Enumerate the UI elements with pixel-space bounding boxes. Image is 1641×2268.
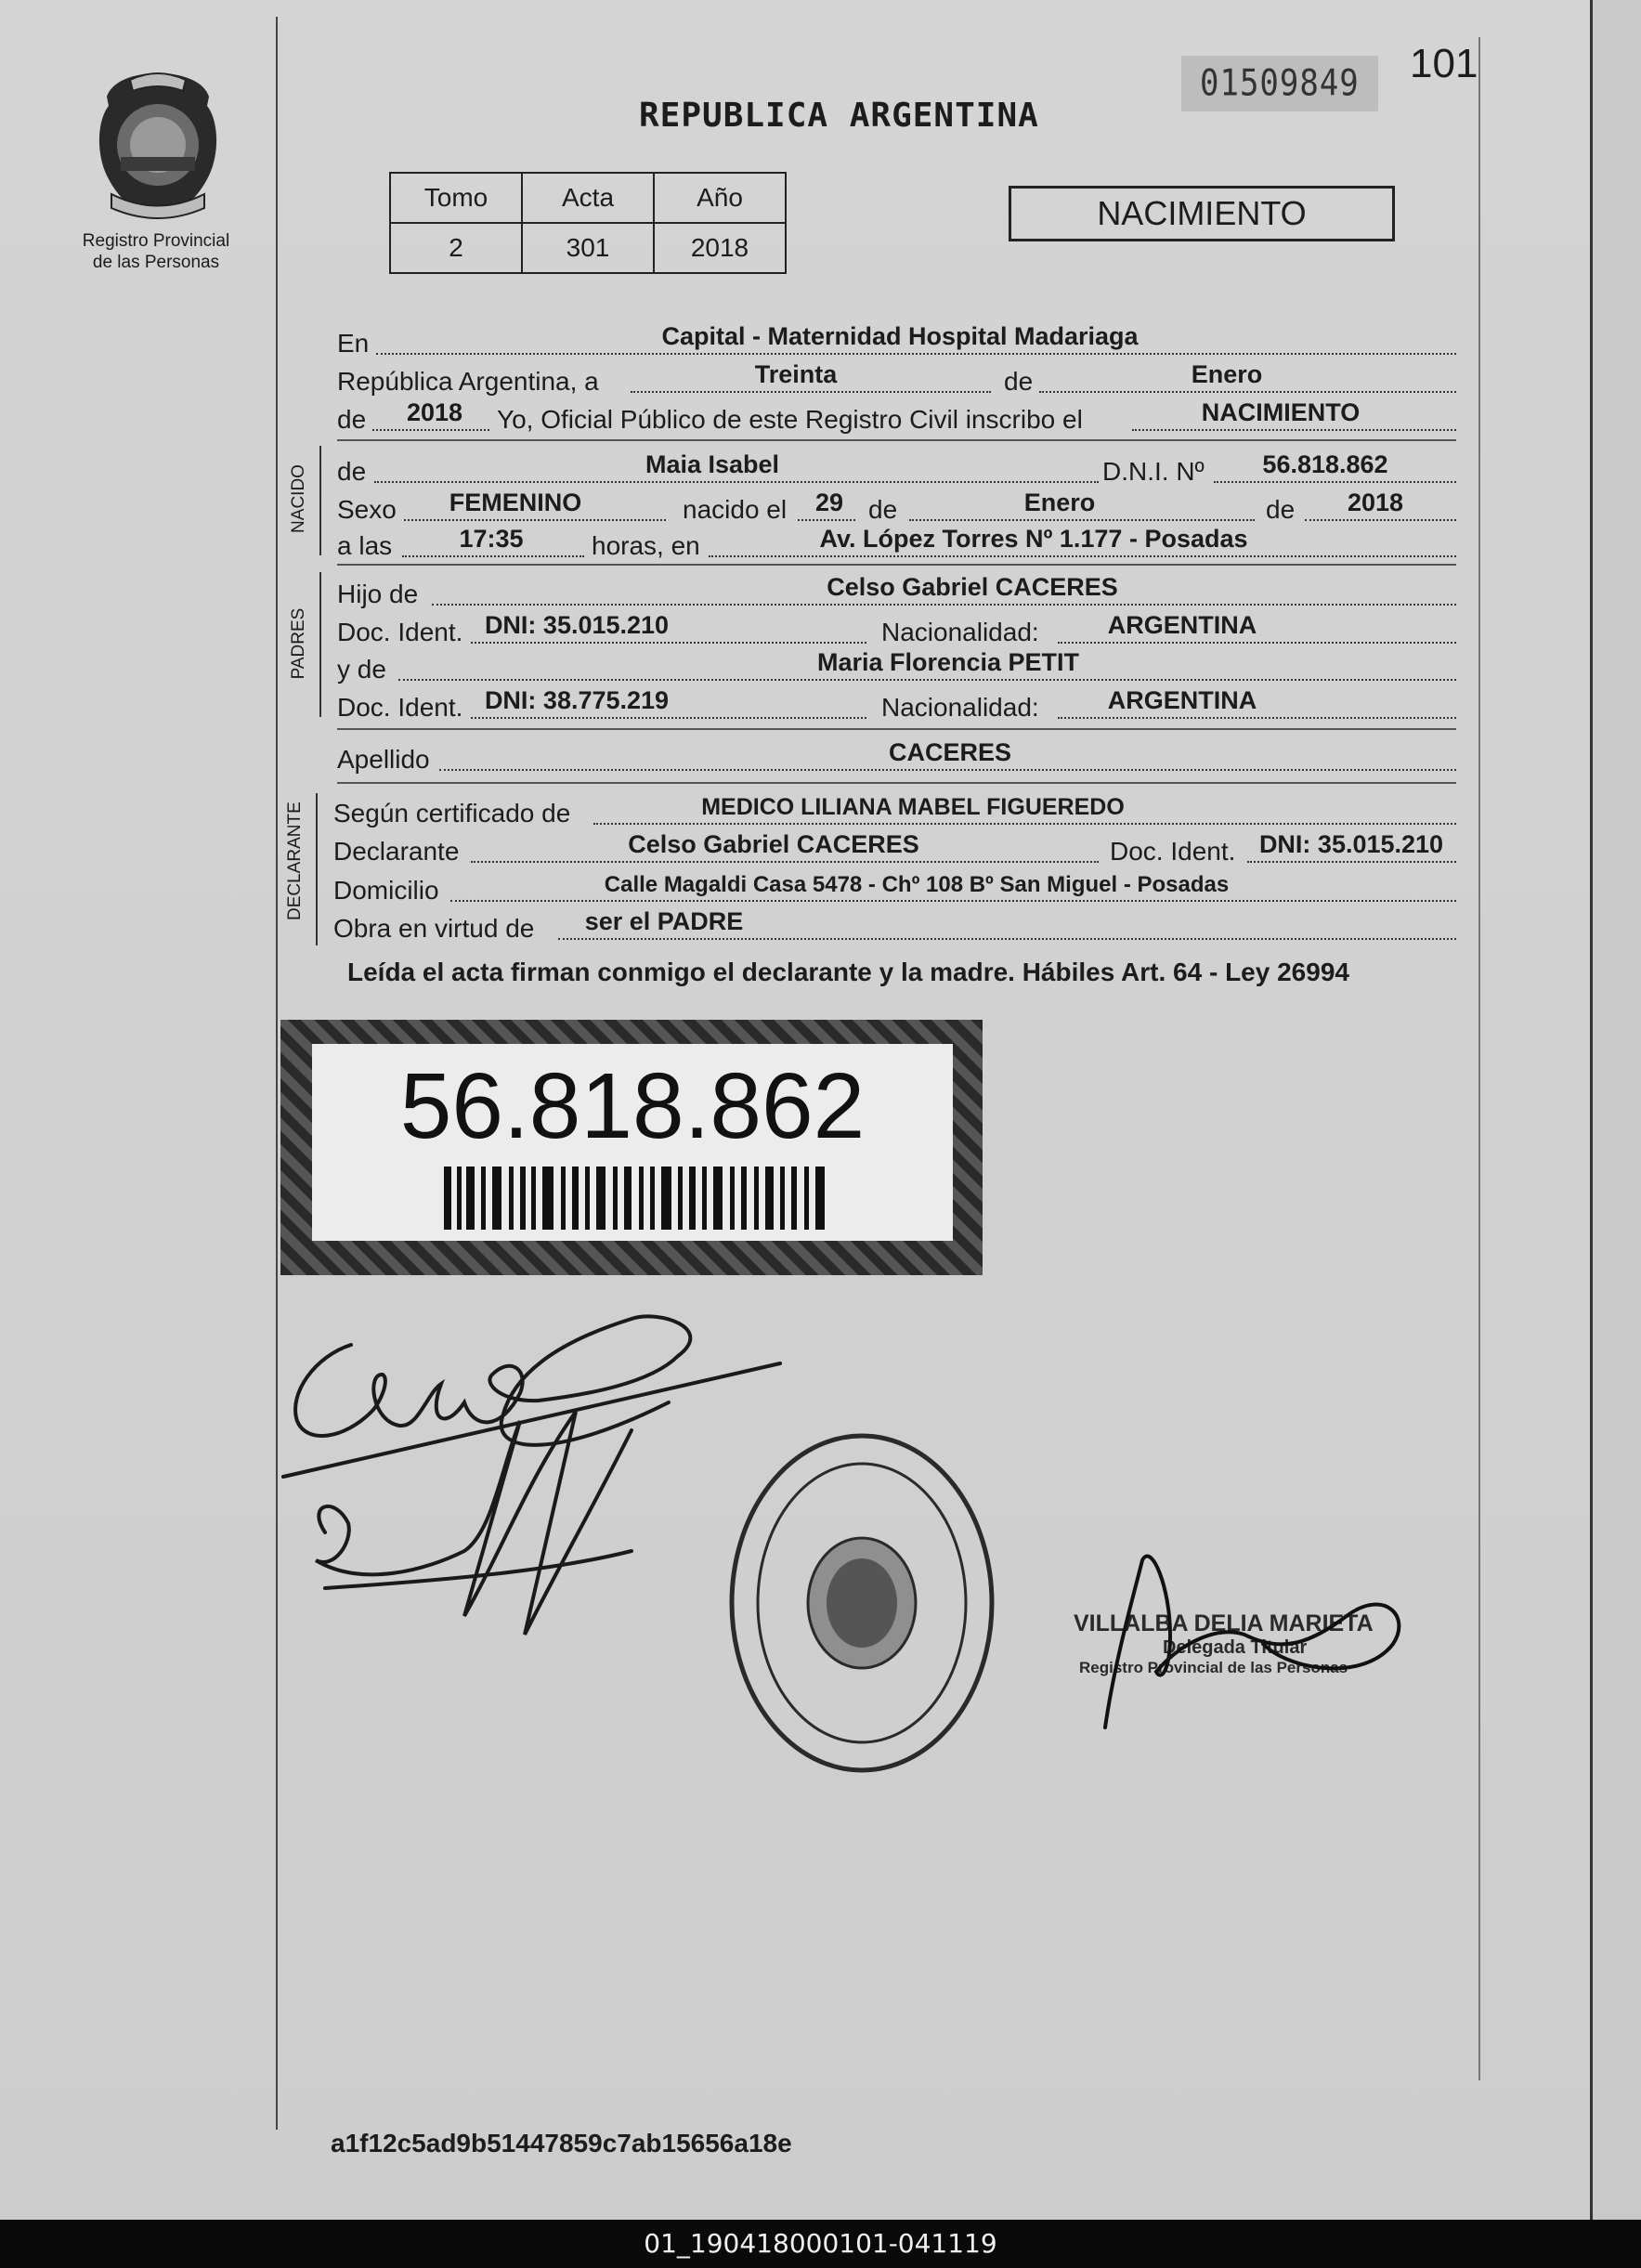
value-madre-doc: DNI: 38.775.219 [484,686,670,714]
officer-title: Delegada Titular [1163,1637,1308,1658]
officer-signature [1068,1532,1421,1746]
dotted-line [909,519,1255,521]
section-bar [319,572,321,717]
section-rule [337,728,1456,730]
dotted-line [471,642,866,644]
record-ref-table [389,172,787,274]
row-certificado [333,793,1456,830]
row-oficial [337,399,1456,437]
label-horas-en: horas, en [592,531,700,560]
label-hijo-de: Hijo de [337,580,419,608]
value-dia: Treinta [754,360,838,388]
page-number: 101 [1410,41,1478,86]
dni-sticker-panel [312,1044,953,1241]
label-domicilio: Domicilio [333,876,439,905]
section-bar [319,446,321,555]
value-declarante-doc: DNI: 35.015.210 [1258,830,1444,858]
label-de2: de [337,405,367,434]
value-padre-nac: ARGENTINA [1107,611,1257,639]
record-ref-header: Año [654,173,786,223]
value-declarante: Celso Gabriel CACERES [628,830,919,858]
record-ref-header: Acta [522,173,654,223]
label-nacionalidad-2: Nacionalidad: [881,693,1039,722]
label-nacido-el: nacido el [683,495,788,524]
dotted-line [1058,642,1456,644]
dotted-line [439,769,1456,771]
file-id-bar: 01_190418000101-041119 [0,2220,1641,2268]
page-edge [1590,0,1641,2220]
registry-label-line1: Registro Provincial [82,231,230,251]
closing-statement: Leída el acta firman conmigo el declarante y la madre. Hábiles Art. 64 - Ley 26994 [347,958,1349,986]
row-hora [337,526,1456,563]
country-title: REPUBLICA ARGENTINA [639,97,1039,135]
label-obra: Obra en virtud de [333,914,535,943]
row-lugar [337,323,1456,360]
label-de-mes: de [868,495,898,524]
province-crest-icon [88,69,228,227]
dotted-line [1058,717,1456,719]
value-padre-doc: DNI: 35.015.210 [484,611,670,639]
row-fecha [337,361,1456,398]
barcode-icon [444,1167,825,1230]
record-ref-value: 2018 [654,223,786,273]
section-rule [337,439,1456,441]
label-de: de [1004,367,1034,396]
declarant-signature [279,1291,799,1662]
label-sexo: Sexo [337,495,397,524]
row-declarante [333,830,1456,868]
row-madre-doc [337,687,1456,724]
label-oficial: Yo, Oficial Público de este Registro Civil inscribo el [497,405,1083,434]
dotted-line [398,679,1456,681]
record-type-box: NACIMIENTO [1009,186,1395,241]
dotted-line [432,604,1456,606]
dotted-line [402,555,584,557]
value-domicilio: Calle Magaldi Casa 5478 - Chº 108 Bº San Miguel - Posadas [604,872,1230,897]
document-hash: a1f12c5ad9b51447859c7ab15656a18e [331,2129,792,2157]
value-padre: Celso Gabriel CACERES [827,573,1118,601]
row-obra [333,907,1456,945]
section-bar [316,793,318,945]
row-apellido [337,739,1456,776]
value-madre: Maria Florencia PETIT [816,648,1080,676]
dotted-line [374,481,1099,483]
serial-stamp: 01509849 [1181,56,1378,111]
record-ref-header-row [390,173,786,223]
value-nombre: Maia Isabel [645,450,780,478]
dotted-line [593,823,1456,825]
value-nac-dia: 29 [814,489,844,516]
label-de-anio: de [1266,495,1296,524]
label-y-de: y de [337,655,386,684]
sticker-dni-number: 56.818.862 [399,1054,866,1158]
value-nac-anio: 2018 [1347,489,1404,516]
dotted-line [376,353,1456,355]
officer-name: VILLALBA DELIA MARIETA [1074,1610,1374,1636]
section-label-nacido: NACIDO [289,464,308,533]
record-ref-value-row [390,223,786,273]
label-nacionalidad-1: Nacionalidad: [881,618,1039,646]
label-de-nombre: de [337,457,367,486]
label-apellido: Apellido [337,745,430,774]
label-doc-ident-2: Doc. Ident. [337,693,463,722]
label-segun-certificado: Según certificado de [333,799,571,828]
dotted-line [450,900,1456,902]
section-rule [337,782,1456,784]
registry-label-line2: de las Personas [92,253,220,272]
record-ref-value: 2 [390,223,522,273]
row-madre [337,649,1456,686]
section-label-padres: PADRES [289,607,308,680]
value-hora: 17:35 [459,525,524,553]
dotted-line [1305,519,1456,521]
official-seal-icon [723,1427,1001,1779]
label-declarante: Declarante [333,837,460,866]
value-dni: 56.818.862 [1262,450,1388,478]
value-lugar: Capital - Maternidad Hospital Madariaga [661,322,1139,350]
value-apellido: CACERES [888,738,1012,766]
row-nombre [337,451,1456,489]
registry-label [54,230,258,273]
dotted-line [471,717,866,719]
dotted-line [404,519,666,521]
label-dni: D.N.I. Nº [1102,457,1205,486]
dotted-line [798,519,855,521]
dni-sticker [280,1020,983,1275]
dotted-line [1132,429,1456,431]
officer-registry: Registro Provincial de las Personas [1079,1659,1348,1676]
dotted-line [1214,481,1456,483]
row-padre-doc [337,612,1456,649]
label-doc-ident-3: Doc. Ident. [1110,837,1236,866]
value-nac-mes: Enero [1023,489,1096,516]
label-doc-ident-1: Doc. Ident. [337,618,463,646]
label-a-las: a las [337,531,393,560]
section-rule [337,564,1456,566]
dotted-line [631,391,991,393]
left-margin-line [276,17,278,2130]
dotted-line [709,555,1456,557]
value-certificado: MEDICO LILIANA MABEL FIGUEREDO [701,794,1125,820]
record-ref-value: 301 [522,223,654,273]
row-domicilio [333,870,1456,907]
value-madre-nac: ARGENTINA [1107,686,1257,714]
label-en: En [337,329,370,358]
value-tipo: NACIMIENTO [1201,398,1361,426]
section-label-declarante: DECLARANTE [285,802,305,920]
right-margin-line [1478,37,1480,2080]
label-republica: República Argentina, a [337,367,599,396]
dotted-line [558,938,1456,940]
value-obra: ser el PADRE [584,907,744,935]
record-ref-header: Tomo [390,173,522,223]
value-mes: Enero [1191,360,1263,388]
dotted-line [1247,861,1456,863]
row-padre [337,574,1456,611]
value-domicilio-nac: Av. López Torres Nº 1.177 - Posadas [819,525,1248,553]
dotted-line [471,861,1099,863]
row-sexo [337,489,1456,527]
dotted-line [372,429,489,431]
dotted-line [1039,391,1456,393]
value-sexo: FEMENINO [449,489,582,516]
value-anio: 2018 [406,398,463,426]
